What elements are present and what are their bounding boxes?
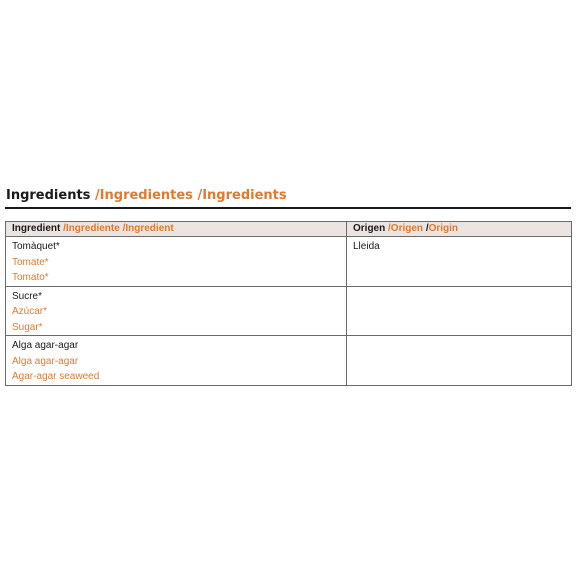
table-row xyxy=(6,286,572,336)
header-origin-catalan: Origen xyxy=(353,223,389,234)
ingredient-english: Agar-agar seaweed xyxy=(12,371,100,382)
ingredient-spanish: Azúcar* xyxy=(12,306,48,317)
origin-value xyxy=(353,289,565,305)
ingredient-catalan: Tomàquet* xyxy=(12,241,60,252)
header-origin-english: Origin xyxy=(428,223,459,234)
title-underline xyxy=(5,207,571,209)
ingredient-cell xyxy=(6,237,347,287)
header-origin-separator: / xyxy=(425,223,429,234)
origin-cell xyxy=(347,336,572,386)
section-title-english: /Ingredients xyxy=(197,188,287,203)
section-title-spanish: /Ingredientes xyxy=(94,188,198,203)
ingredients-section xyxy=(5,186,571,209)
ingredient-catalan: Alga agar-agar xyxy=(12,340,79,351)
origin-value xyxy=(353,338,565,354)
header-origin xyxy=(347,222,572,237)
ingredient-spanish: Tomate* xyxy=(12,256,49,268)
section-title-catalan: Ingredients xyxy=(6,188,95,203)
ingredient-spanish: Alga agar-agar xyxy=(12,355,79,367)
ingredient-catalan: Sucre* xyxy=(12,290,43,302)
table-row xyxy=(6,237,572,287)
section-title xyxy=(5,186,571,206)
ingredient-english: Sugar* xyxy=(12,321,43,333)
origin-value: Lleida xyxy=(353,241,380,252)
ingredient-cell xyxy=(6,336,347,386)
table-row xyxy=(6,336,572,386)
header-origin-spanish: /Origen xyxy=(388,223,426,234)
table-header-row xyxy=(6,222,572,237)
ingredient-english: Tomato* xyxy=(12,272,49,283)
ingredient-cell xyxy=(6,286,347,336)
origin-cell xyxy=(347,237,572,287)
header-ingredient xyxy=(6,222,347,237)
origin-cell xyxy=(347,286,572,336)
ingredients-table xyxy=(5,221,572,386)
header-ingredient-catalan: Ingredient xyxy=(12,223,64,234)
header-ingredient-english: /Ingredient xyxy=(122,223,174,234)
header-ingredient-spanish: /Ingrediente xyxy=(63,223,123,234)
